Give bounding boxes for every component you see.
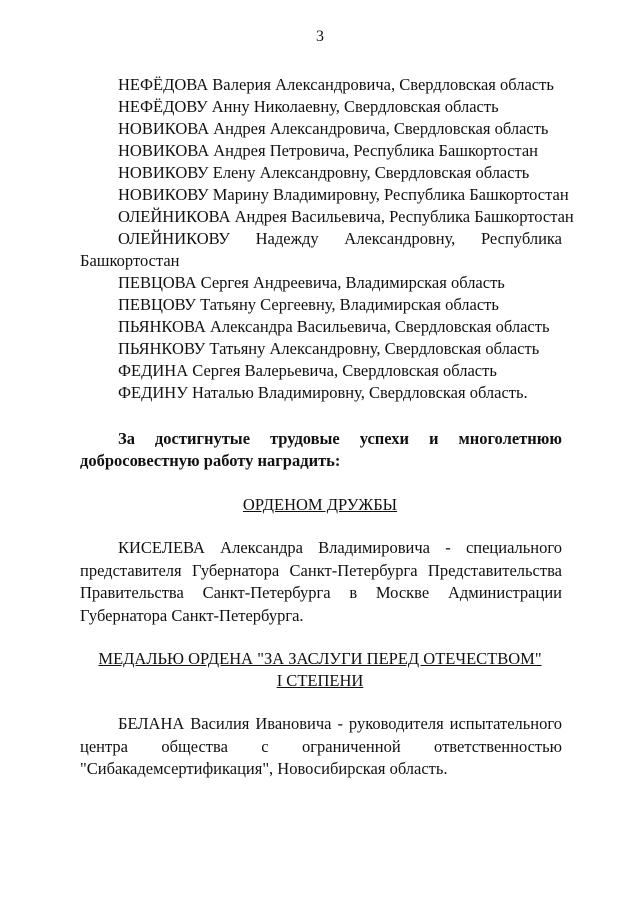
list-item: НОВИКОВА Андрея Петровича, Республика Башкортостан bbox=[118, 141, 538, 160]
order-friendship-title: ОРДЕНОМ ДРУЖБЫ bbox=[242, 495, 398, 514]
award-intro: За достигнутые трудовые успехи и многолетнюю добросовестную работу наградить: bbox=[80, 429, 562, 470]
award-recipients-list bbox=[80, 74, 574, 404]
list-item: ПЬЯНКОВУ Татьяну Александровну, Свердловская область bbox=[118, 339, 540, 358]
list-item: ФЕДИНА Сергея Валерьевича, Свердловская область bbox=[118, 361, 497, 380]
list-item: НОВИКОВУ Елену Александровну, Свердловская область bbox=[118, 163, 530, 182]
medal-order-recipient: БЕЛАНА Василия Ивановича - руководителя испытательного центра общества с ограниченной ответственностью "Сибакадемсертификация", Новосибирская область. bbox=[80, 714, 562, 778]
list-item: ФЕДИНУ Наталью Владимировну, Свердловская область. bbox=[118, 383, 528, 402]
medal-order-title-line1: МЕДАЛЬЮ ОРДЕНА "ЗА ЗАСЛУГИ ПЕРЕД ОТЕЧЕСТВОМ" bbox=[98, 649, 542, 668]
list-item: ОЛЕЙНИКОВУ Надежду Александровну, Республика bbox=[118, 229, 562, 248]
page-number: 3 bbox=[316, 28, 324, 45]
list-item: НОВИКОВА Андрея Александровича, Свердловская область bbox=[118, 119, 549, 138]
list-item: ПЕВЦОВА Сергея Андреевича, Владимирская область bbox=[118, 273, 505, 292]
list-item: НЕФЁДОВА Валерия Александровича, Свердловская область bbox=[118, 75, 554, 94]
list-item-continuation: Башкортостан bbox=[80, 251, 180, 270]
list-item: ПЬЯНКОВА Александра Васильевича, Свердловская область bbox=[118, 317, 550, 336]
list-item: ОЛЕЙНИКОВА Андрея Васильевича, Республика Башкортостан bbox=[118, 207, 574, 226]
list-item: НЕФЁДОВУ Анну Николаевну, Свердловская область bbox=[118, 97, 499, 116]
medal-order-title-line2: I СТЕПЕНИ bbox=[276, 671, 364, 690]
order-friendship-recipient: КИСЕЛЕВА Александра Владимировича - специального представителя Губернатора Санкт-Петербурга Представительства Правительства Санкт-Петербурга в Москве Администрации Губернатора Санкт-Петербурга. bbox=[80, 538, 562, 625]
list-item: ПЕВЦОВУ Татьяну Сергеевну, Владимирская область bbox=[118, 295, 499, 314]
list-item: НОВИКОВУ Марину Владимировну, Республика Башкортостан bbox=[118, 185, 569, 204]
